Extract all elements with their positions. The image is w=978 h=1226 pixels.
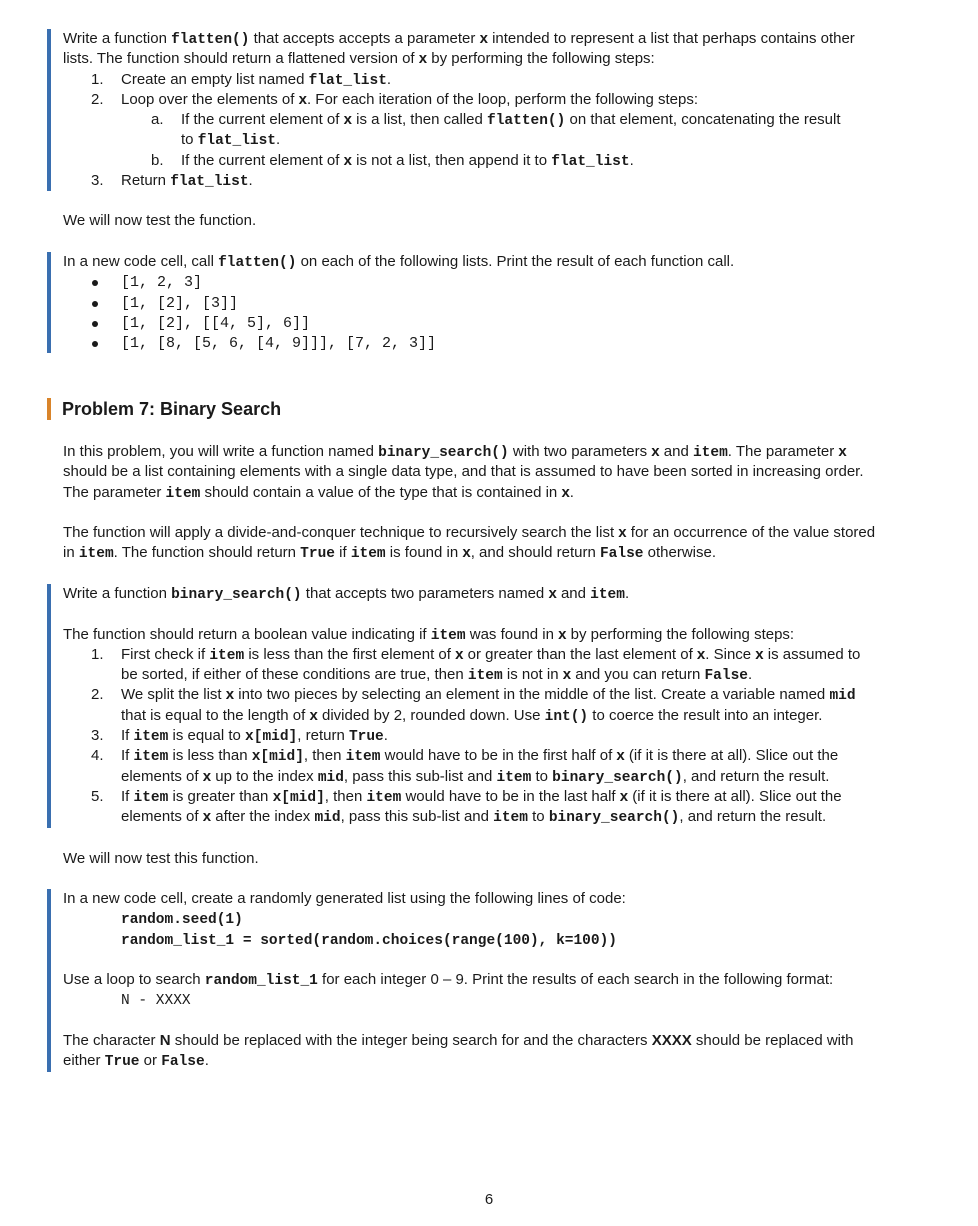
flatten-substep-a: a. If the current element of x is a list, then called flatten() on that element, concatenating the result: [151, 111, 841, 130]
bs-step-3: 3. If item is equal to x[mid], return True.: [91, 727, 388, 746]
list-item: [1, [2], [3]]: [63, 293, 933, 313]
flatten-task-line-2: lists. The function should return a flattened version of x by performing the following steps:: [63, 50, 655, 68]
bs-test-line-2: Use a loop to search random_list_1 for each integer 0 – 9. Print the results of each search in the following format:: [63, 971, 834, 990]
test-note-2: We will now test this function.: [63, 850, 259, 867]
code-line-seed: random.seed(1): [121, 912, 243, 929]
flatten-substep-b: b. If the current element of x is not a list, then append it to flat_list.: [151, 151, 634, 170]
test-note-1: We will now test the function.: [63, 212, 257, 229]
list-item: [1, [8, [5, 6, [4, 9]]], [7, 2, 3]]: [63, 333, 933, 353]
bs-step-4-cont: elements of x up to the index mid, pass this sub-list and item to binary_search(), and return the result.: [121, 767, 830, 786]
output-format: N - XXXX: [121, 993, 191, 1010]
list-item: [1, 2, 3]: [63, 272, 933, 292]
binary-search-test-box: [47, 889, 933, 1072]
flatten-test-box: [47, 252, 933, 353]
flatten-step-1: 1. Create an empty list named flat_list.: [91, 70, 392, 89]
flatten-task-line-1: Write a function flatten() that accepts accepts a parameter x intended to represent a list that perhaps contains other: [63, 30, 855, 48]
bs-step-2-cont: that is equal to the length of x divided by 2, rounded down. Use int() to coerce the result into an integer.: [121, 706, 823, 725]
bs-task-line-1: Write a function binary_search() that accepts two parameters named x and item.: [63, 585, 630, 603]
bs-test-line-4: either True or False.: [63, 1052, 209, 1071]
intro-paragraph-1: In this problem, you will write a function named binary_search() with two parameters x and item. The parameter x should be a list containing elements with a single data type, and that is assumed to have been sorted in increasing order. The parameter item should contain a value of the type that is contained in x.: [63, 443, 864, 502]
problem-heading: Problem 7: Binary Search: [47, 398, 281, 420]
bs-step-1: 1. First check if item is less than the first element of x or greater than the last element of x. Since x is assumed to: [91, 645, 861, 664]
flatten-test-intro: In a new code cell, call flatten() on each of the following lists. Print the result of each function call.: [63, 253, 735, 271]
bs-step-5: 5. If item is greater than x[mid], then item would have to be in the last half x (if it is there at all). Slice out the: [91, 787, 842, 806]
page-number: 6: [484, 1191, 494, 1208]
flatten-substep-a-cont: to flat_list.: [181, 131, 281, 150]
code-line-list: random_list_1 = sorted(random.choices(range(100), k=100)): [121, 932, 617, 949]
flatten-step-2: 2. Loop over the elements of x. For each iteration of the loop, perform the following steps:: [91, 90, 699, 108]
bs-test-line-1: In a new code cell, create a randomly generated list using the following lines of code:: [63, 890, 626, 907]
bs-step-4: 4. If item is less than x[mid], then item would have to be in the first half of x (if it is there at all). Slice out the: [91, 747, 839, 766]
intro-paragraph-2: The function will apply a divide-and-conquer technique to recursively search the list x for an occurrence of the value stored in item. The function should return True if item is found in x, and should return False otherwise.: [63, 524, 876, 563]
flatten-task-box: [47, 29, 933, 191]
bs-task-line-2: The function should return a boolean value indicating if item was found in x by performing the following steps:: [63, 625, 795, 644]
binary-search-task-box: [47, 584, 933, 828]
list-item: [1, [2], [[4, 5], 6]]: [63, 313, 933, 333]
bs-step-2: 2. We split the list x into two pieces by selecting an element in the middle of the list. Create a variable named mid: [91, 686, 856, 705]
bs-test-line-3: The character N should be replaced with the integer being search for and the characters XXXX should be replaced with: [63, 1032, 854, 1050]
bs-step-1-cont: be sorted, if either of these conditions are true, then item is not in x and you can return False.: [121, 666, 753, 685]
flatten-step-3: 3. Return flat_list.: [91, 172, 253, 191]
bs-step-5-cont: elements of x after the index mid, pass this sub-list and item to binary_search(), and return the result.: [121, 808, 827, 827]
